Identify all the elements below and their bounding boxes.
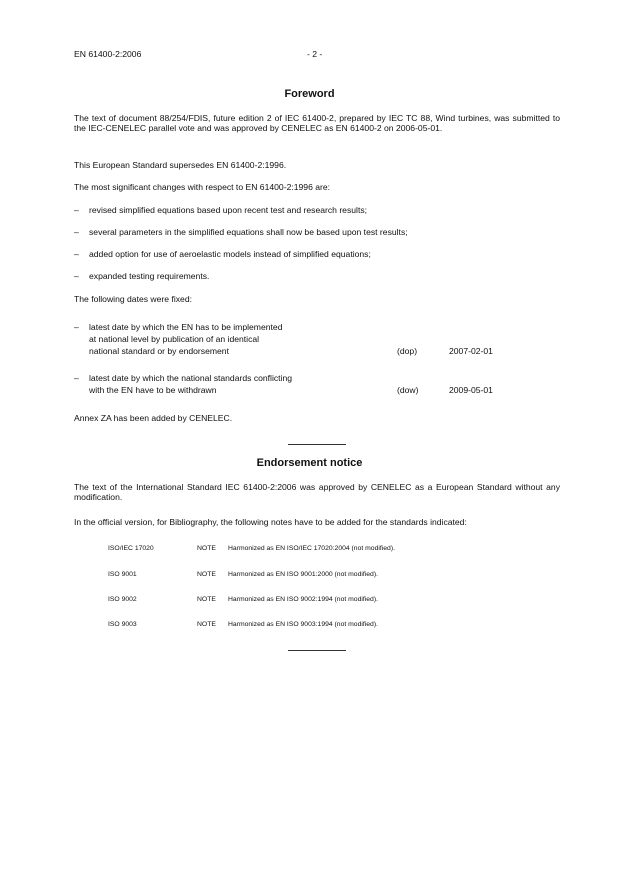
note-standard: ISO 9002	[108, 596, 137, 603]
page-number: - 2 -	[307, 49, 323, 59]
foreword-heading: Foreword	[284, 88, 335, 100]
date-entry-line: latest date by which the EN has to be implemented	[89, 322, 283, 332]
note-standard: ISO/IEC 17020	[108, 545, 154, 552]
dates-intro: The following dates were fixed:	[74, 294, 192, 304]
annex-note: Annex ZA has been added by CENELEC.	[74, 413, 233, 423]
list-bullet: –	[74, 322, 79, 332]
list-item: added option for use of aeroelastic models instead of simplified equations;	[89, 249, 371, 259]
endorsement-paragraph-2: In the official version, for Bibliography, the following notes have to be added for the standards indicated:	[74, 517, 467, 527]
note-standard: ISO 9001	[108, 571, 137, 578]
note-text: Harmonized as EN ISO 9001:2000 (not modified).	[228, 571, 378, 578]
date-entry-line: at national level by publication of an identical	[89, 334, 260, 344]
date-value: 2007-02-01	[449, 346, 493, 356]
date-entry-line: latest date by which the national standards conflicting	[89, 373, 293, 383]
note-label: NOTE	[197, 545, 216, 552]
note-text: Harmonized as EN ISO 9003:1994 (not modified).	[228, 621, 378, 628]
date-entry-line: national standard or by endorsement	[89, 346, 229, 356]
foreword-paragraph-1: The text of document 88/254/FDIS, future edition 2 of IEC 61400-2, prepared by IEC TC 88, Wind turbines, was submitted to the IEC-CENELEC parallel vote and was approved by CENELEC as EN 61400-2 on 2006-05-01.	[74, 113, 560, 134]
list-bullet: –	[74, 205, 79, 215]
list-bullet: –	[74, 373, 79, 383]
note-text: Harmonized as EN ISO 9002:1994 (not modified).	[228, 596, 378, 603]
list-bullet: –	[74, 271, 79, 281]
foreword-paragraph-3: The most significant changes with respect to EN 61400-2:1996 are:	[74, 182, 331, 192]
list-item: several parameters in the simplified equations shall now be based upon test results;	[89, 227, 408, 237]
note-label: NOTE	[197, 596, 216, 603]
note-label: NOTE	[197, 571, 216, 578]
date-entry-line: with the EN have to be withdrawn	[89, 385, 217, 395]
date-abbreviation: (dop)	[397, 346, 418, 356]
list-item: expanded testing requirements.	[89, 271, 210, 281]
document-id: EN 61400-2:2006	[74, 49, 142, 59]
date-abbreviation: (dow)	[397, 385, 419, 395]
note-text: Harmonized as EN ISO/IEC 17020:2004 (not modified).	[228, 545, 395, 552]
section-divider	[288, 650, 346, 651]
list-bullet: –	[74, 227, 79, 237]
note-label: NOTE	[197, 621, 216, 628]
date-value: 2009-05-01	[449, 385, 493, 395]
list-item: revised simplified equations based upon recent test and research results;	[89, 205, 368, 215]
note-standard: ISO 9003	[108, 621, 137, 628]
list-bullet: –	[74, 249, 79, 259]
foreword-paragraph-2: This European Standard supersedes EN 61400-2:1996.	[74, 160, 287, 170]
endorsement-heading: Endorsement notice	[256, 457, 363, 469]
endorsement-paragraph-1: The text of the International Standard IEC 61400-2:2006 was approved by CENELEC as a European Standard without any modification.	[74, 482, 560, 503]
section-divider	[288, 444, 346, 445]
